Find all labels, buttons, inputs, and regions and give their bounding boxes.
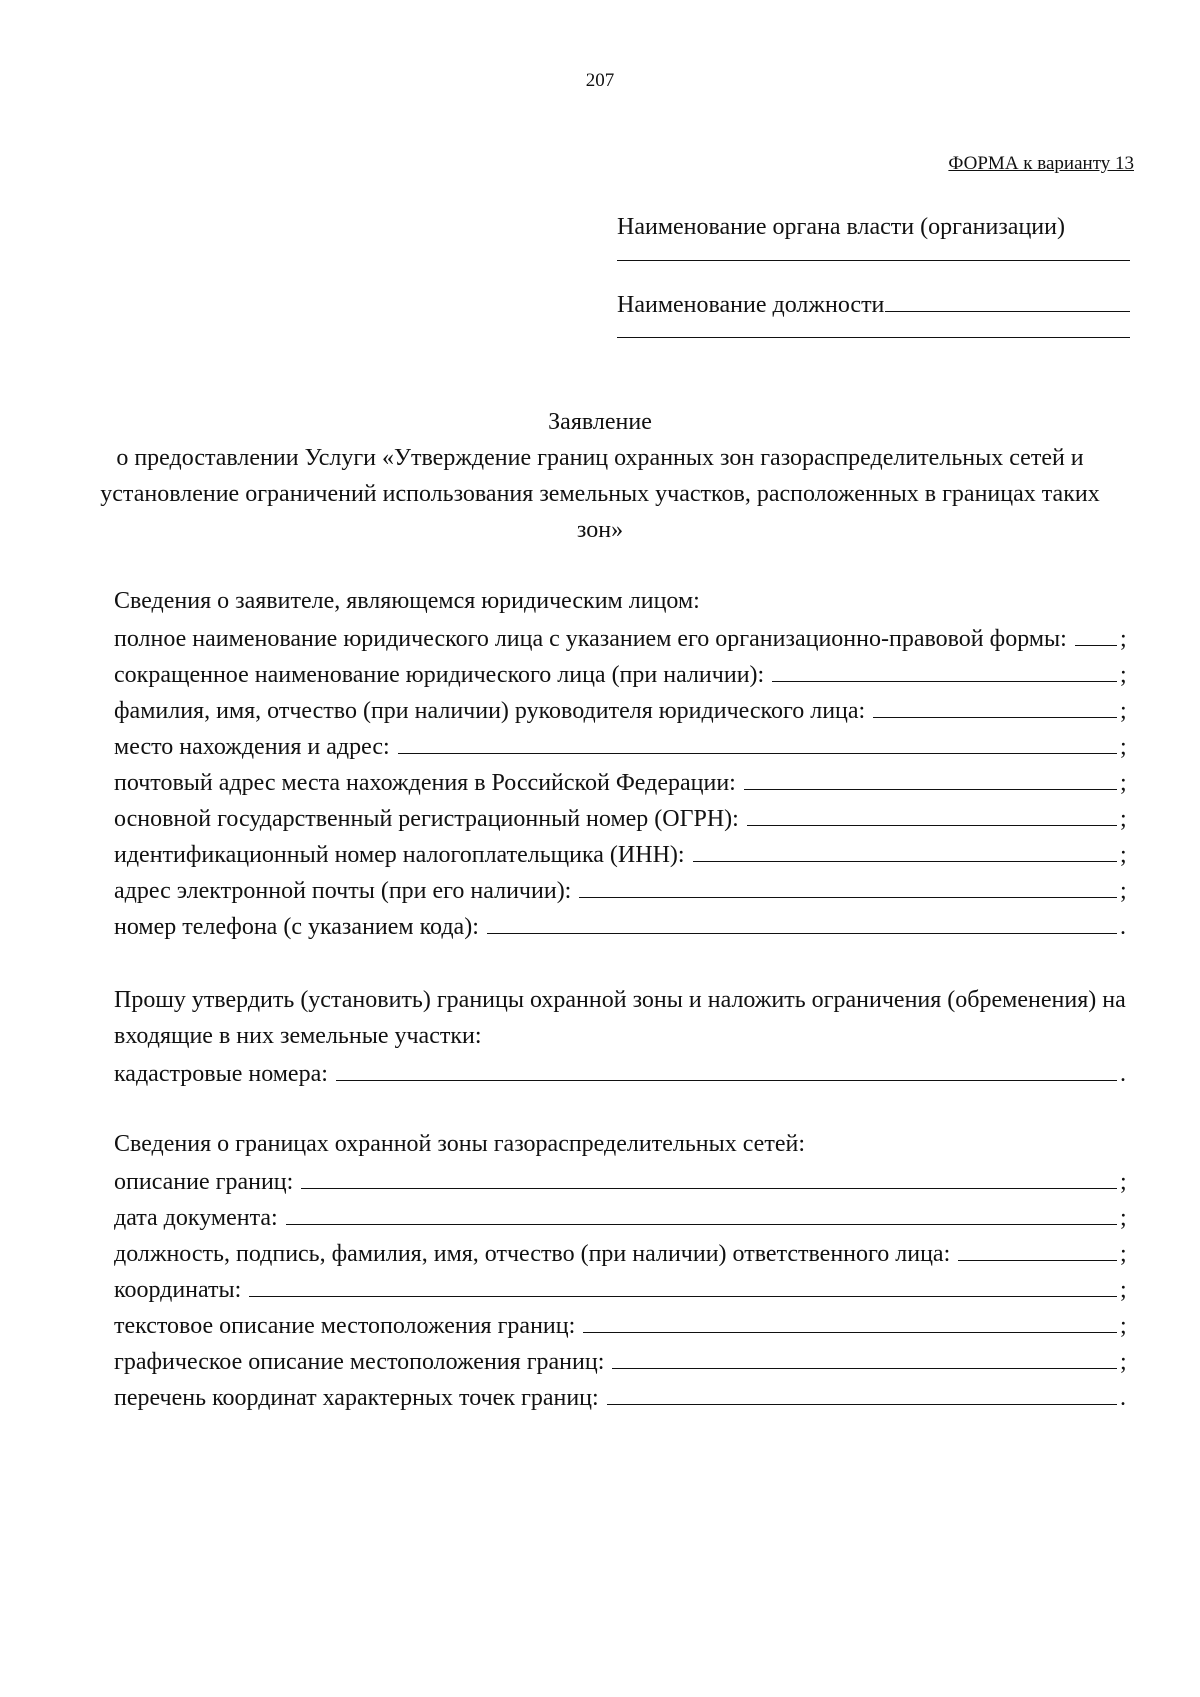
form-field-row [114,835,1132,871]
field-label: сокращенное наименование юридического лица (при наличии): [114,662,765,688]
form-variant-label: ФОРМА к варианту 13 [948,153,1134,174]
field-terminator: ; [1120,1169,1127,1195]
position-label: Наименование должности [617,292,885,318]
document-title: Заявление [548,409,652,435]
form-field-row [114,1270,1132,1306]
authority-name-field[interactable] [617,242,1130,261]
form-field-row [114,1342,1132,1378]
document-subtitle: о предоставлении Услуги «Утверждение границ охранных зон газораспределительных сетей и установление ограничений использования земельных участков, расположенных в границах таких зон» [100,445,1100,543]
applicant-section [114,583,1132,943]
field-terminator: ; [1120,1205,1127,1231]
form-field-row [114,871,1132,907]
field-label: описание границ: [114,1169,294,1195]
position-row [617,289,1130,319]
document-heading [0,404,1200,548]
request-text: Прошу утвердить (установить) границы охранной зоны и наложить ограничения (обременения) на входящие в них земельные участки: [114,987,1126,1049]
field-label: дата документа: [114,1205,278,1231]
page-number: 207 [585,70,615,91]
input-line[interactable] [772,655,1117,682]
boundaries-section-title: Сведения о границах охранной зоны газораспределительных сетей: [114,1131,805,1157]
field-terminator: . [1120,1385,1126,1411]
field-label: адрес электронной почты (при его наличии): [114,878,572,904]
input-line[interactable] [336,1054,1117,1081]
input-line[interactable] [744,763,1117,790]
form-field-row [114,1234,1132,1270]
field-terminator: ; [1120,626,1127,652]
form-field-row [114,727,1132,763]
field-terminator: ; [1120,842,1127,868]
position-extra-field[interactable] [617,319,1130,338]
field-terminator: ; [1120,878,1127,904]
authority-name-label: Наименование органа власти (организации) [617,214,1065,240]
field-label: место нахождения и адрес: [114,734,390,760]
form-field-row [114,619,1132,655]
field-label: полное наименование юридического лица с указанием его организационно-правовой формы: [114,626,1067,652]
field-terminator: ; [1120,662,1127,688]
form-field-row [114,691,1132,727]
field-terminator: ; [1120,698,1127,724]
field-terminator: ; [1120,806,1127,832]
form-field-row [114,1378,1132,1414]
input-line[interactable] [958,1234,1117,1261]
input-line[interactable] [693,835,1117,862]
field-terminator: ; [1120,734,1127,760]
field-label: почтовый адрес места нахождения в Российской Федерации: [114,770,736,796]
input-line[interactable] [579,871,1117,898]
form-field-row [114,799,1132,835]
field-label: перечень координат характерных точек границ: [114,1385,599,1411]
field-terminator: ; [1120,1313,1127,1339]
field-label: основной государственный регистрационный номер (ОГРН): [114,806,739,832]
field-label: координаты: [114,1277,242,1303]
field-terminator: ; [1120,1349,1127,1375]
input-line[interactable] [1075,619,1117,646]
field-terminator: ; [1120,1241,1127,1267]
form-field-row [114,907,1132,943]
applicant-section-title: Сведения о заявителе, являющемся юридическим лицом: [114,588,700,614]
input-line[interactable] [612,1342,1117,1369]
input-line[interactable] [873,691,1117,718]
field-label: графическое описание местоположения границ: [114,1349,605,1375]
field-label: идентификационный номер налогоплательщика (ИНН): [114,842,685,868]
addressee-block [617,212,1130,338]
field-label: номер телефона (с указанием кода): [114,914,479,940]
field-terminator: ; [1120,1277,1127,1303]
input-line[interactable] [747,799,1117,826]
form-field-row [114,655,1132,691]
field-terminator: . [1120,914,1126,940]
field-label: кадастровые номера: [114,1061,328,1087]
field-terminator: ; [1120,770,1127,796]
input-line[interactable] [487,907,1117,934]
input-line[interactable] [607,1378,1117,1405]
form-field-row [114,1306,1132,1342]
field-label: фамилия, имя, отчество (при наличии) руководителя юридического лица: [114,698,866,724]
boundaries-section [114,1126,1132,1414]
form-field-row [114,1198,1132,1234]
form-field-row [114,1054,1132,1090]
input-line[interactable] [301,1162,1117,1189]
field-terminator: . [1120,1061,1126,1087]
input-line[interactable] [398,727,1117,754]
field-label: текстовое описание местоположения границ: [114,1313,576,1339]
request-section [114,982,1132,1090]
input-line[interactable] [249,1270,1117,1297]
input-line[interactable] [286,1198,1117,1225]
form-field-row [114,1162,1132,1198]
field-label: должность, подпись, фамилия, имя, отчество (при наличии) ответственного лица: [114,1241,951,1267]
input-line[interactable] [583,1306,1117,1333]
position-field[interactable] [885,289,1130,312]
form-field-row [114,763,1132,799]
